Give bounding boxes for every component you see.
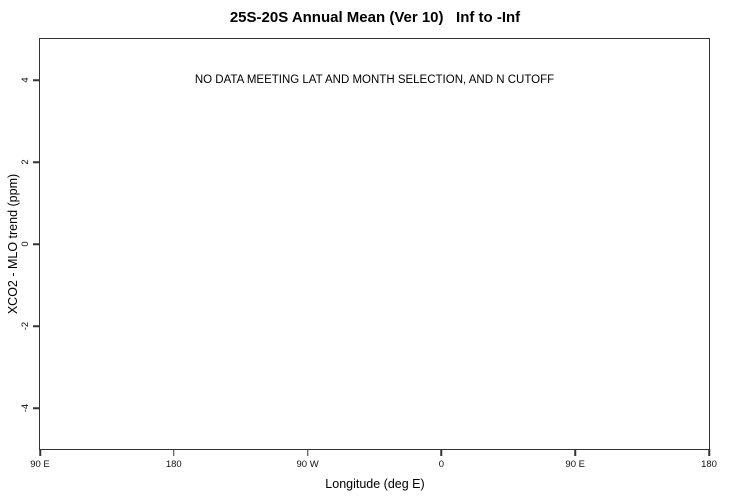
y-tick-label: -4 [19, 403, 31, 413]
y-tick-mark [33, 79, 40, 81]
y-tick-mark [33, 161, 40, 163]
x-tick-label: 180 [701, 459, 717, 470]
x-tick-mark [39, 449, 41, 456]
plot-area [19, 38, 717, 470]
y-axis-label: XCO2 - MLO trend (ppm) [6, 173, 20, 315]
x-tick-mark [708, 449, 710, 456]
y-tick-label: 4 [19, 77, 31, 83]
y-tick-label: 0 [19, 241, 31, 247]
y-tick-mark [33, 243, 40, 245]
y-tick-mark [33, 325, 40, 327]
x-tick-mark [441, 449, 443, 456]
y-tick-mark [33, 407, 40, 409]
x-axis-label: Longitude (deg E) [325, 477, 425, 491]
no-data-message: NO DATA MEETING LAT AND MONTH SELECTION, AND N CUTOFF [194, 74, 555, 86]
y-tick-label: -2 [19, 321, 31, 331]
x-tick-label: 90 W [296, 459, 319, 470]
x-tick-label: 0 [438, 459, 445, 470]
y-tick-label: 2 [19, 159, 31, 165]
x-tick-mark [173, 449, 175, 456]
x-tick-mark [307, 449, 309, 456]
chart-title: 25S-20S Annual Mean (Ver 10) Inf to -Inf [229, 9, 521, 26]
x-tick-mark [574, 449, 576, 456]
x-tick-label: 90 E [565, 459, 585, 470]
x-tick-label: 90 E [30, 459, 50, 470]
x-tick-label: 180 [165, 459, 182, 470]
